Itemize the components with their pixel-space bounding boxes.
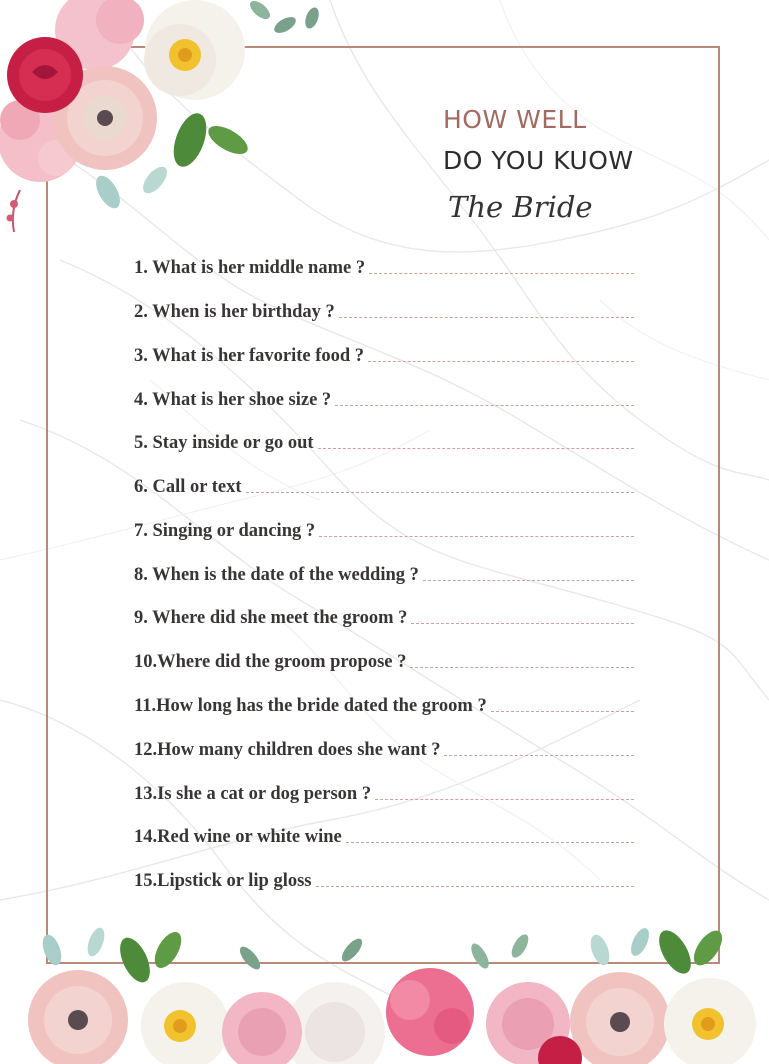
question-text: 15.Lipstick or lip gloss (134, 871, 312, 891)
floral-bottom-decoration (0, 920, 769, 1064)
answer-line (335, 405, 634, 406)
question-item (134, 560, 634, 586)
question-item (134, 822, 634, 848)
question-text: 2. When is her birthday ? (134, 302, 335, 322)
answer-line (346, 842, 634, 843)
question-text: 1. What is her middle name ? (134, 258, 366, 278)
answer-line (369, 273, 634, 274)
title-script: The Bride (448, 190, 593, 224)
title-line-1: HOW WELL (443, 105, 587, 134)
red-rose-icon (7, 37, 83, 113)
question-item (134, 516, 634, 542)
answer-line (410, 667, 634, 668)
question-item (134, 253, 634, 279)
answer-line (368, 361, 634, 362)
question-item (134, 779, 634, 805)
answer-line (375, 799, 634, 800)
question-text: 4. What is her shoe size ? (134, 390, 332, 410)
floral-top-left-decoration (0, 0, 330, 240)
answer-line (411, 623, 634, 624)
question-text: 7. Singing or dancing ? (134, 521, 316, 541)
question-text: 13.Is she a cat or dog person ? (134, 784, 372, 804)
question-item (134, 735, 634, 761)
question-item (134, 297, 634, 323)
question-text: 9. Where did she meet the groom ? (134, 608, 408, 628)
question-item (134, 647, 634, 673)
answer-line (491, 711, 634, 712)
question-item (134, 603, 634, 629)
question-text: 3. What is her favorite food ? (134, 346, 365, 366)
answer-line (339, 317, 634, 318)
question-item (134, 866, 634, 892)
question-text: 10.Where did the groom propose ? (134, 652, 407, 672)
answer-line (319, 536, 634, 537)
question-item (134, 472, 634, 498)
question-item (134, 385, 634, 411)
question-text: 12.How many children does she want ? (134, 740, 441, 760)
question-text: 8. When is the date of the wedding ? (134, 565, 419, 585)
question-text: 5. Stay inside or go out (134, 433, 314, 453)
question-item (134, 428, 634, 454)
answer-line (444, 755, 634, 756)
answer-line (246, 492, 634, 493)
question-item (134, 691, 634, 717)
answer-line (423, 580, 634, 581)
question-text: 14.Red wine or white wine (134, 827, 342, 847)
question-text: 6. Call or text (134, 477, 242, 497)
white-peony-icon (144, 0, 245, 100)
answer-line (318, 448, 634, 449)
answer-line (316, 886, 634, 887)
question-item (134, 341, 634, 367)
title-line-2: DO YOU KUOW (443, 146, 634, 175)
question-text: 11.How long has the bride dated the groom ? (134, 696, 487, 716)
